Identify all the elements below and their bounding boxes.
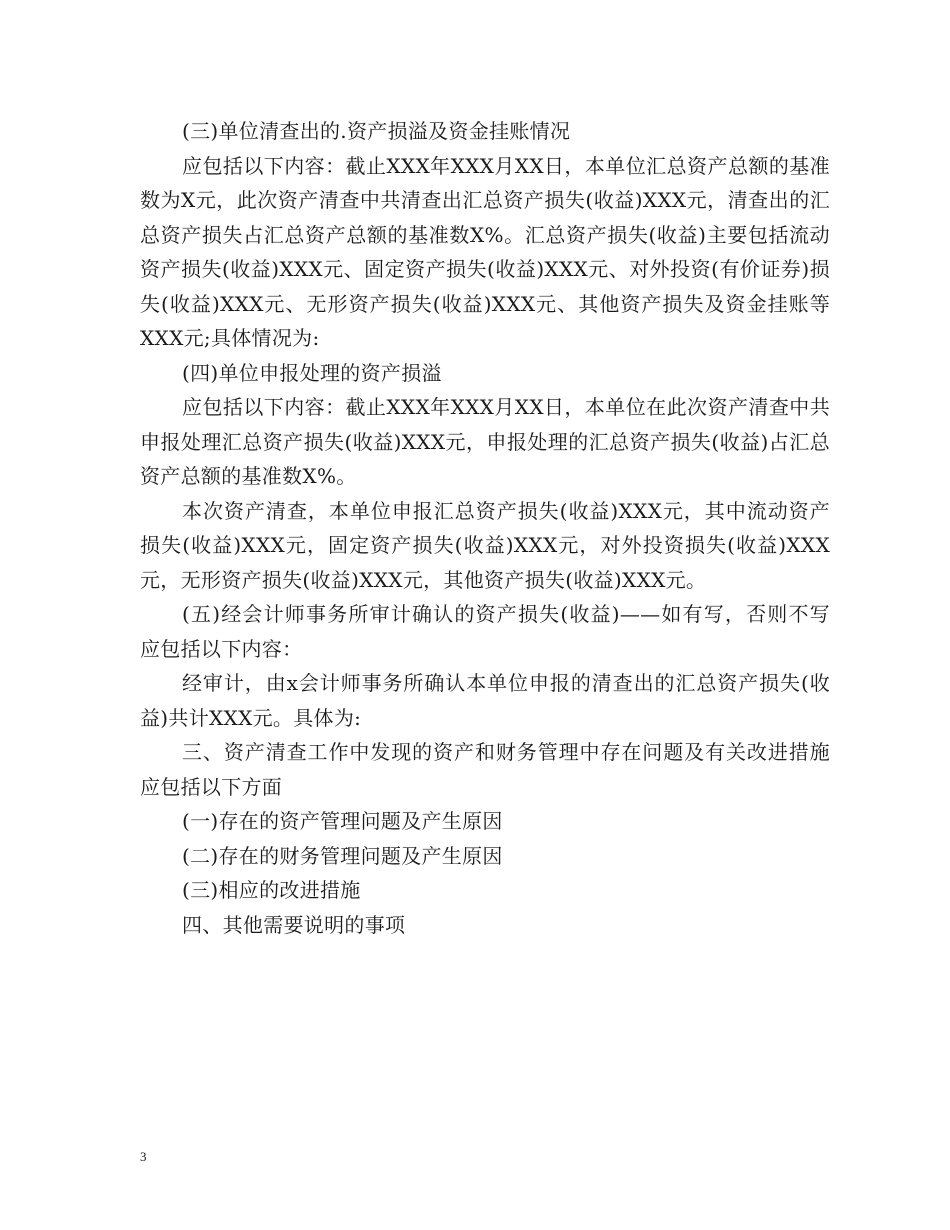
section-heading-audit-confirmed: (五)经会计师事务所审计确认的资产损失(收益)——如有写，否则不写 应包括以下内容：	[140, 602, 844, 661]
paragraph-declared-loss-content: 应包括以下内容：截止XXX年XXX月XX日，本单位在此次资产清查中共申报处理汇总资产损失(收益)XXX元，申报处理的汇总资产损失(收益)占汇总资产总额的基准数X%。	[140, 395, 830, 488]
document-body	[140, 114, 844, 942]
section-heading-other-matters: 四、其他需要说明的事项	[182, 912, 406, 937]
page-number: 3	[140, 1149, 147, 1164]
list-item-financial-management-issues: (二)存在的财务管理问题及产生原因	[182, 843, 503, 868]
section-heading-declared-loss: (四)单位申报处理的资产损溢	[182, 360, 442, 385]
paragraph-loss-findings-content: 应包括以下内容：截止XXX年XXX月XX日，本单位汇总资产总额的基准数为X元，此次资产清查中共清查出汇总资产损失(收益)XXX元，清查出的汇总资产损失占汇总资产总额的基准数X%。汇总资产损失(收益)主要包括流动资产损失(收益)XXX元、固定资产损失(收益)XXX元、对外投资(有价证券)损失(收益)XXX元、无形资产损失(收益)XXX元、其他资产损失及资金挂账等XXX元;具体情况为:	[140, 153, 830, 350]
list-item-improvement-measures: (三)相应的改进措施	[182, 878, 361, 902]
section-heading-problems-and-measures: 三、资产清查工作中发现的资产和财务管理中存在问题及有关改进措施 应包括以下方面	[140, 740, 844, 799]
list-item-asset-management-issues: (一)存在的资产管理问题及产生原因	[182, 809, 503, 833]
paragraph-audit-confirmed-content: 经审计，由x会计师事务所确认本单位申报的清查出的汇总资产损失(收益)共计XXX元。具体为:	[140, 671, 830, 730]
section-heading-loss-findings: (三)单位清查出的.资产损溢及资金挂账情况	[182, 119, 571, 143]
paragraph-declared-loss-breakdown: 本次资产清查，本单位申报汇总资产损失(收益)XXX元，其中流动资产损失(收益)XXX元，固定资产损失(收益)XXX元，对外投资损失(收益)XXX元，无形资产损失(收益)XXX元，其他资产损失(收益)XXX元。	[140, 498, 830, 592]
